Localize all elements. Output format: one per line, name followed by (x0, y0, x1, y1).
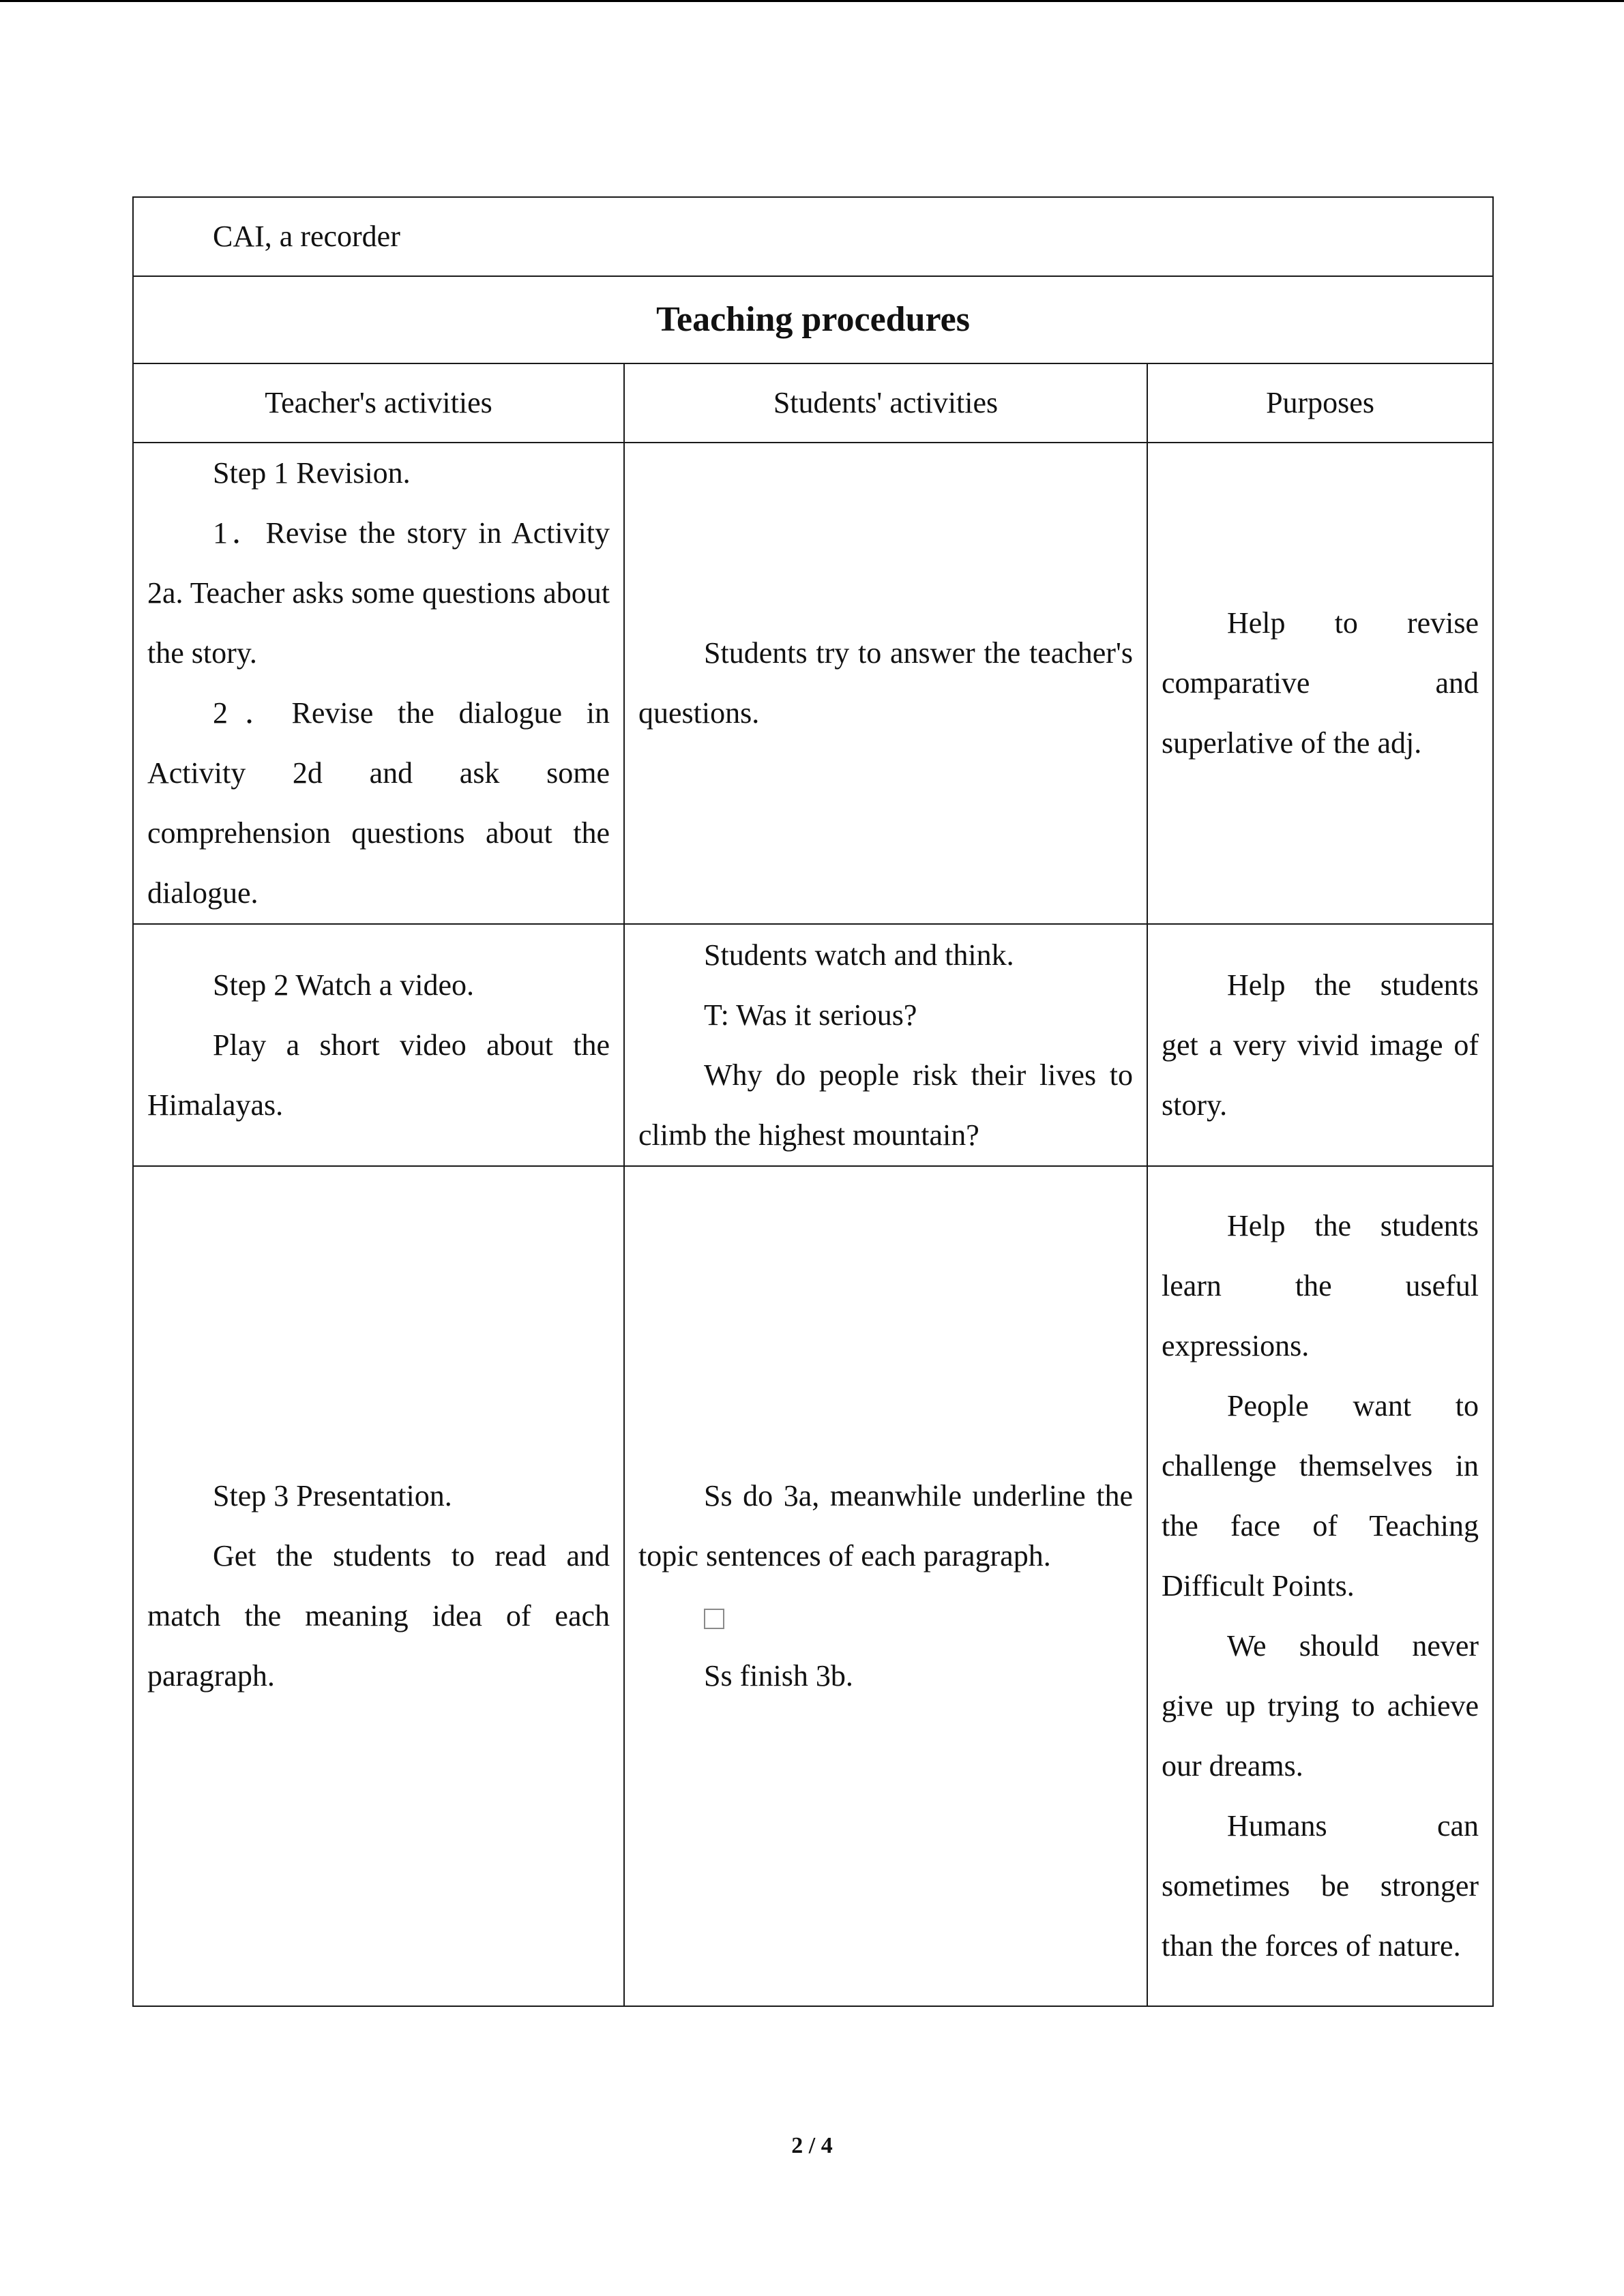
student-activity-text: T: Was it serious? (704, 998, 917, 1032)
purpose-cell (1147, 924, 1493, 1166)
student-activity-text: Students try to answer the teacher's questions. (638, 636, 1133, 730)
teacher-activity-text: Play a short video about the Himalayas. (147, 1028, 610, 1122)
student-activity-text: Ss do 3a, meanwhile underline the topic sentences of each paragraph. (638, 1479, 1133, 1572)
teacher-activity-cell (133, 443, 624, 924)
student-activity-cell (624, 443, 1147, 924)
placeholder-box-line (638, 1586, 1133, 1646)
purpose-text: Humans can sometimes be stronger than the forces of nature. (1162, 1809, 1479, 1963)
column-header-purposes (1147, 363, 1493, 443)
table-row (133, 1166, 1493, 2006)
purpose-text: Help the students get a very vivid image of story. (1162, 968, 1479, 1122)
column-header-purposes-label: Purposes (1266, 386, 1374, 419)
teacher-activity-text: Step 3 Presentation. (213, 1479, 452, 1512)
equipment-text: CAI, a recorder (213, 220, 400, 253)
section-title: Teaching procedures (656, 300, 970, 339)
teacher-activity-text: 2．Revise the dialogue in Activity 2d and ask some comprehension questions about the dialogue. (147, 696, 610, 910)
purpose-text: We should never give up trying to achieve our dreams. (1162, 1629, 1479, 1783)
top-border-line (0, 0, 1624, 2)
page-number: 2 / 4 (791, 2133, 833, 2158)
teacher-activity-cell (133, 1166, 624, 2006)
teacher-activity-text: Step 1 Revision. (213, 456, 411, 490)
column-header-teacher (133, 363, 624, 443)
table-row (133, 924, 1493, 1166)
student-activity-text: Why do people risk their lives to climb the highest mountain? (638, 1058, 1133, 1152)
column-header-row (133, 363, 1493, 443)
student-activity-text: Students watch and think. (704, 938, 1014, 972)
section-title-cell (133, 276, 1493, 363)
teacher-activity-text: Get the students to read and match the meaning idea of each paragraph. (147, 1539, 610, 1693)
column-header-students (624, 363, 1147, 443)
purpose-cell (1147, 1166, 1493, 2006)
section-title-row (133, 276, 1493, 363)
table-row (133, 443, 1493, 924)
placeholder-square-icon (704, 1609, 724, 1629)
equipment-row (133, 197, 1493, 276)
student-activity-text: Ss finish 3b. (704, 1659, 853, 1693)
purpose-cell (1147, 443, 1493, 924)
teaching-plan-table (132, 196, 1494, 2007)
student-activity-cell (624, 924, 1147, 1166)
purpose-text: Help to revise comparative and superlative of the adj. (1162, 606, 1479, 760)
teacher-activity-cell (133, 924, 624, 1166)
purpose-text: Help the students learn the useful expressions. (1162, 1209, 1479, 1362)
student-activity-cell (624, 1166, 1147, 2006)
equipment-cell (133, 197, 1493, 276)
teacher-activity-text: 1．Revise the story in Activity 2a. Teacher asks some questions about the story. (147, 516, 610, 670)
column-header-students-label: Students' activities (773, 386, 999, 419)
purpose-text: People want to challenge themselves in the face of Teaching Difficult Points. (1162, 1389, 1479, 1602)
column-header-teacher-label: Teacher's activities (265, 386, 492, 419)
teacher-activity-text: Step 2 Watch a video. (213, 968, 475, 1002)
